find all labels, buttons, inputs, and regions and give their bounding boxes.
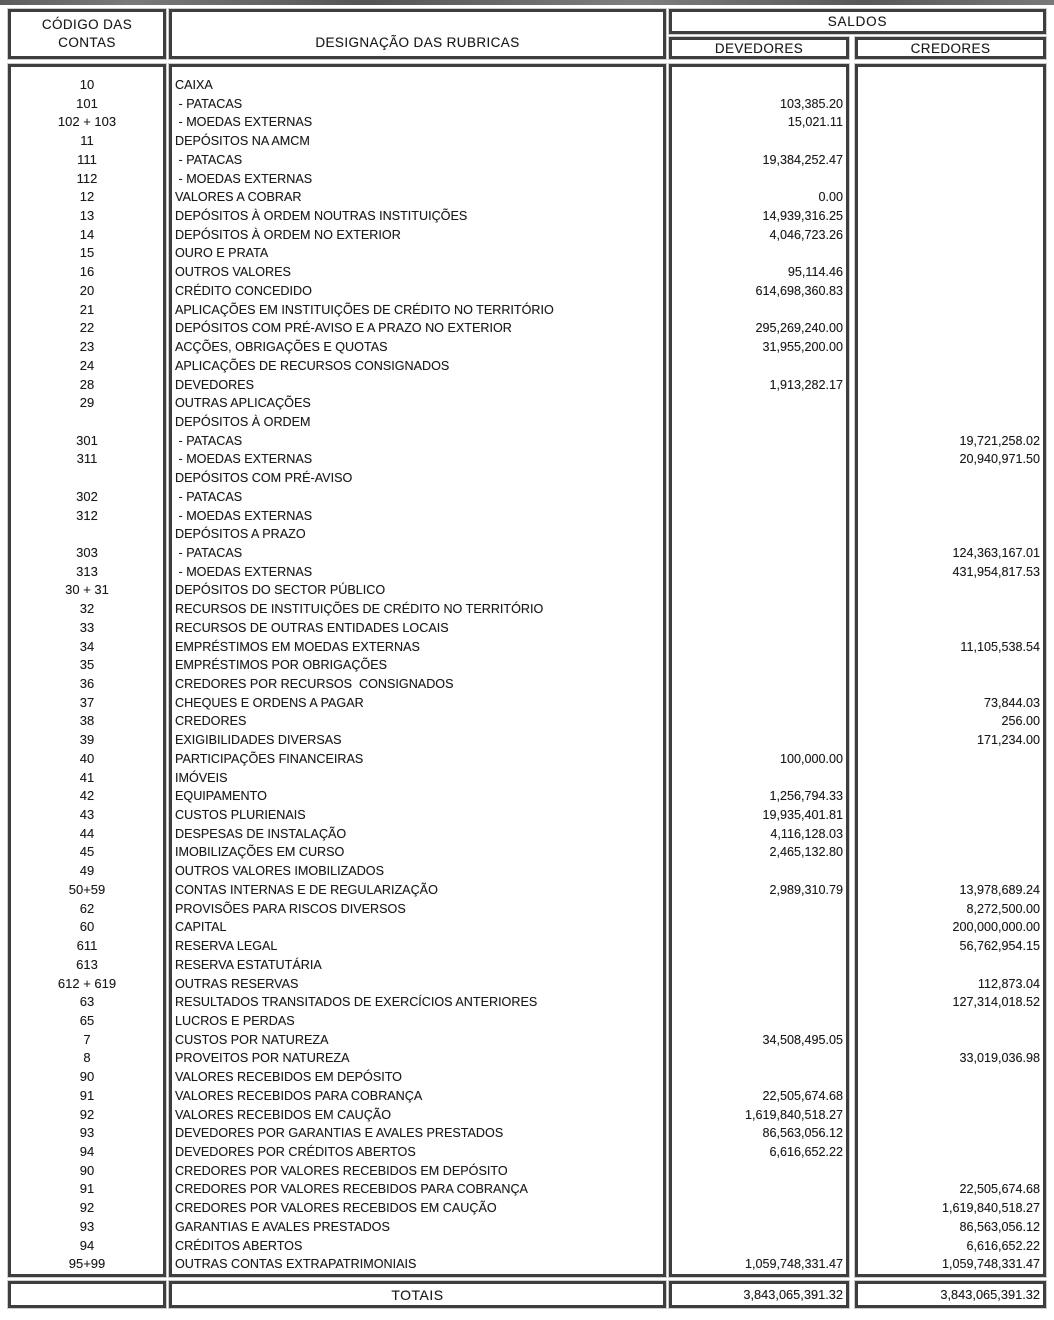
account-code [11,413,163,432]
account-code: 40 [79,750,95,766]
devedores-value: 4,116,128.03 [770,826,843,841]
devedores-value [672,769,846,788]
account-code: 45 [79,844,95,860]
devedores-value: 1,913,282.17 [769,377,843,392]
account-code: 28 [79,376,95,392]
account-code: 22 [79,320,95,336]
account-code: 44 [79,825,95,841]
devedores-value [672,394,846,413]
account-label: DEPÓSITOS A PRAZO [175,527,306,542]
designation-column-rows [172,67,663,1274]
credores-value [858,843,1043,862]
account-code: 101 [76,95,98,111]
credores-value: 13,978,689.24 [959,882,1040,897]
account-label: - PATACAS [175,433,243,448]
devedores-value [672,975,846,994]
devedores-value: 1,619,840,518.27 [744,1107,843,1122]
account-code: 30 + 31 [65,582,109,598]
credores-value [858,806,1043,825]
account-code: 34 [79,638,95,654]
credores-value [858,170,1043,189]
devedores-value [672,488,846,507]
devedores-value [672,918,846,937]
account-label: APLICAÇÕES DE RECURSOS CONSIGNADOS [175,358,450,373]
credores-value [858,507,1043,526]
account-code: 95+99 [68,1256,106,1272]
account-code: 12 [79,189,95,205]
account-label: VALORES A COBRAR [175,190,302,205]
devedores-value: 2,989,310.79 [769,882,843,897]
devedores-value [672,619,846,638]
devedores-value [672,450,846,469]
account-label: DESPESAS DE INSTALAÇÃO [175,826,347,841]
credores-value [858,319,1043,338]
account-label: IMÓVEIS [175,770,228,785]
devedores-value [672,694,846,713]
devedores-value [672,507,846,526]
account-label: VALORES RECEBIDOS EM CAUÇÃO [175,1107,392,1122]
account-label: RESERVA LEGAL [175,939,278,954]
account-label: RECURSOS DE OUTRAS ENTIDADES LOCAIS [175,620,449,635]
account-code: 37 [79,694,95,710]
account-label: IMOBILIZAÇÕES EM CURSO [175,845,345,860]
credores-value [858,581,1043,600]
credores-value [858,1068,1043,1087]
account-code: 29 [79,395,95,411]
devedores-value: 19,935,401.81 [762,808,843,823]
account-code: 90 [79,1069,95,1085]
account-label: - PATACAS [175,96,243,111]
credores-value: 22,505,674.68 [959,1182,1040,1197]
account-label: - MOEDAS EXTERNAS [175,171,313,186]
credores-header-label: CREDORES [910,40,991,56]
account-code [11,469,163,488]
credores-value [858,469,1043,488]
devedores-value [672,1199,846,1218]
account-code: 11 [80,133,94,149]
credores-value [858,132,1043,151]
account-label: - MOEDAS EXTERNAS [175,564,313,579]
account-label: CREDORES [175,714,247,729]
account-code: 111 [77,151,97,167]
credores-value [858,1106,1043,1125]
credores-value [858,113,1043,132]
devedores-value: 2,465,132.80 [769,845,843,860]
credores-value: 19,721,258.02 [959,433,1040,448]
account-code: 42 [79,788,95,804]
devedores-value [672,301,846,320]
devedores-value [672,469,846,488]
credores-value [858,1162,1043,1181]
account-label: OUTRAS RESERVAS [175,976,299,991]
credores-value: 256.00 [1001,714,1040,729]
credores-value [858,675,1043,694]
devedores-value: 19,384,252.47 [762,152,843,167]
devedores-value [672,76,846,95]
account-code: 92 [79,1106,95,1122]
devedores-value: 295,269,240.00 [755,321,843,336]
account-label: CAIXA [175,78,213,92]
account-code: 15 [79,245,95,261]
account-label: EMPRÉSTIMOS POR OBRIGAÇÕES [175,658,388,673]
credores-value [858,1012,1043,1031]
account-label: CHEQUES E ORDENS A PAGAR [175,695,364,710]
devedores-value: 4,046,723.26 [769,227,843,242]
devedores-value [672,357,846,376]
account-code: 90 [79,1162,95,1178]
account-code: 49 [79,863,95,879]
totals-credores-value: 3,843,065,391.32 [940,1287,1040,1302]
account-code: 613 [76,956,98,972]
devedores-value [672,900,846,919]
account-code: 24 [79,357,95,373]
devedores-value [672,862,846,881]
devedores-value [672,244,846,263]
code-column-header [8,9,166,59]
credores-value [858,750,1043,769]
account-label: CUSTOS PLURIENAIS [175,808,306,823]
account-code: 38 [79,713,95,729]
devedores-value [672,731,846,750]
credores-value: 431,954,817.53 [952,564,1040,579]
devedores-value: 1,256,794.33 [769,789,843,804]
devedores-value [672,132,846,151]
credores-value: 127,314,018.52 [952,995,1040,1010]
credores-value: 73,844.03 [983,695,1040,710]
devedores-value [672,956,846,975]
code-column-rows [11,67,163,1274]
account-label: OURO E PRATA [175,246,269,261]
devedores-value [672,1068,846,1087]
devedores-column-rows [672,67,846,1274]
credores-value: 86,563,056.12 [959,1219,1040,1234]
credores-value: 112,873.04 [977,976,1040,991]
credores-value [858,413,1043,432]
credores-column [855,64,1046,1277]
credores-value: 6,616,652.22 [966,1238,1040,1253]
account-code: 65 [79,1012,95,1028]
devedores-value [672,1237,846,1256]
saldos-header-label: SALDOS [827,14,888,29]
account-code: 612 + 619 [57,975,117,991]
account-code: 8 [83,1050,91,1066]
devedores-value [672,1218,846,1237]
devedores-value: 22,505,674.68 [762,1088,843,1103]
totals-label: TOTAIS [391,1286,444,1303]
account-label: DEPÓSITOS À ORDEM NO EXTERIOR [175,227,401,242]
credores-value [858,619,1043,638]
devedores-value [672,993,846,1012]
designation-header-label: DESIGNAÇÃO DAS RUBRICAS [315,35,520,50]
account-label: ACÇÕES, OBRIGAÇÕES E QUOTAS [175,340,388,355]
account-code: 7 [83,1031,91,1047]
saldos-header [669,9,1046,34]
account-code: 39 [79,732,95,748]
account-code: 36 [79,676,95,691]
credores-value: 124,363,167.01 [952,545,1040,560]
credores-value [858,301,1043,320]
devedores-value [672,712,846,731]
account-label: OUTRAS CONTAS EXTRAPATRIMONIAIS [175,1257,417,1272]
account-label: CAPITAL [175,920,227,935]
credores-value [858,1143,1043,1162]
devedores-value: 31,955,200.00 [762,340,843,355]
account-label: DEVEDORES POR GARANTIAS E AVALES PRESTADOS [175,1126,504,1141]
account-code: 62 [79,900,95,916]
devedores-value: 6,616,652.22 [769,1144,843,1159]
account-label: DEPÓSITOS COM PRÉ-AVISO E A PRAZO NO EXTERIOR [175,321,512,336]
account-label: - PATACAS [175,152,243,167]
totals-devedores-value: 3,843,065,391.32 [743,1287,843,1302]
account-code: 41 [79,769,95,785]
account-label: OUTROS VALORES IMOBILIZADOS [175,864,385,879]
code-header-line1: CÓDIGO DAS [41,17,133,32]
credores-value [858,787,1043,806]
account-label: CRÉDITO CONCEDIDO [175,283,312,298]
account-code: 302 [76,488,98,504]
account-code: 92 [79,1200,95,1216]
account-code: 50+59 [68,881,106,897]
account-label: EQUIPAMENTO [175,789,267,804]
credores-value: 1,059,748,331.47 [941,1257,1040,1272]
account-label: DEPÓSITOS À ORDEM NOUTRAS INSTITUIÇÕES [175,209,468,224]
scan-edge-artifact [0,0,1054,5]
account-label: CREDORES POR VALORES RECEBIDOS EM DEPÓSITO [175,1163,508,1178]
credores-value [858,357,1043,376]
devedores-value [672,563,846,582]
credores-value [858,188,1043,207]
credores-value [858,244,1043,263]
designation-column [169,64,666,1277]
account-code: 301 [76,432,98,448]
credores-value: 8,272,500.00 [966,901,1040,916]
account-code: 312 [76,507,98,523]
account-code: 311 [76,451,98,467]
account-code: 10 [79,77,95,92]
devedores-header-label: DEVEDORES [714,40,804,56]
account-code: 313 [76,563,98,579]
account-code: 14 [79,226,95,242]
devedores-value [672,656,846,675]
devedores-value [672,600,846,619]
credores-value: 171,234.00 [976,733,1040,748]
account-code: 112 [76,170,98,186]
credores-value [858,338,1043,357]
credores-value [858,151,1043,170]
devedores-value [672,544,846,563]
account-code: 93 [79,1218,95,1234]
devedores-value [672,525,846,544]
account-code: 60 [79,919,95,935]
account-label: OUTROS VALORES [175,265,291,280]
devedores-value [672,937,846,956]
credores-value [858,956,1043,975]
account-label: RECURSOS DE INSTITUIÇÕES DE CRÉDITO NO TERRITÓRIO [175,602,544,617]
devedores-value: 1,059,748,331.47 [744,1257,843,1272]
devedores-value: 15,021.11 [787,115,843,130]
devedores-value: 86,563,056.12 [762,1126,843,1141]
credores-value [858,525,1043,544]
account-label: CUSTOS POR NATUREZA [175,1032,329,1047]
account-code: 93 [79,1125,95,1141]
devedores-value [672,170,846,189]
account-code: 13 [79,208,95,224]
account-label: PROVEITOS POR NATUREZA [175,1051,350,1066]
account-label: DEPÓSITOS DO SECTOR PÚBLICO [175,583,386,598]
account-label: - MOEDAS EXTERNAS [175,508,313,523]
totals-code-cell [8,1281,166,1308]
account-label: DEPÓSITOS À ORDEM [175,414,311,429]
totals-credores [855,1281,1046,1308]
credores-value [858,825,1043,844]
account-label: - PATACAS [175,545,243,560]
account-code: 63 [79,994,95,1010]
credores-column-header [855,37,1046,59]
devedores-value [672,432,846,451]
account-code [11,525,163,544]
account-code: 23 [79,339,95,355]
account-code: 91 [79,1087,95,1103]
credores-value [858,862,1043,881]
credores-value [858,263,1043,282]
account-label: LUCROS E PERDAS [175,1013,295,1028]
devedores-value [672,413,846,432]
totals-row-label [169,1281,666,1308]
account-label: CREDORES POR RECURSOS CONSIGNADOS [175,677,454,691]
credores-value [858,76,1043,95]
account-label: CONTAS INTERNAS E DE REGULARIZAÇÃO [175,882,438,897]
devedores-value: 103,385.20 [779,96,843,111]
account-code: 16 [79,264,95,280]
credores-value [858,488,1043,507]
credores-value: 33,019,036.98 [959,1051,1040,1066]
account-code: 94 [79,1237,95,1253]
account-label: VALORES RECEBIDOS EM DEPÓSITO [175,1070,402,1085]
devedores-value [672,1012,846,1031]
credores-value [858,1124,1043,1143]
account-label: - MOEDAS EXTERNAS [175,452,313,467]
devedores-value [672,638,846,657]
credores-value [858,600,1043,619]
credores-column-rows [858,67,1043,1274]
code-header-line2: CONTAS [58,35,116,50]
credores-value: 200,000,000.00 [952,920,1040,935]
totals-devedores [669,1281,849,1308]
account-code: 303 [76,544,98,560]
devedores-value: 100,000.00 [779,751,843,766]
credores-value [858,394,1043,413]
devedores-value: 0.00 [818,190,843,205]
account-code: 33 [79,619,95,635]
account-label: DEPÓSITOS COM PRÉ-AVISO [175,471,353,486]
credores-value [858,95,1043,114]
account-code: 35 [79,657,95,673]
devedores-value [672,675,846,694]
account-label: EXIGIBILIDADES DIVERSAS [175,733,342,748]
account-label: PARTICIPAÇÕES FINANCEIRAS [175,751,364,766]
account-label: PROVISÕES PARA RISCOS DIVERSOS [175,901,406,916]
credores-value [858,769,1043,788]
account-label: CREDORES POR VALORES RECEBIDOS EM CAUÇÃO [175,1201,497,1216]
account-label: CRÉDITOS ABERTOS [175,1238,303,1253]
account-code: 91 [79,1181,95,1197]
account-code: 611 [76,938,98,954]
devedores-value: 614,698,360.83 [755,283,843,298]
account-label: RESULTADOS TRANSITADOS DE EXERCÍCIOS ANTERIORES [175,995,538,1010]
credores-value: 1,619,840,518.27 [941,1201,1040,1216]
account-label: GARANTIAS E AVALES PRESTADOS [175,1219,390,1234]
credores-value [858,1031,1043,1050]
devedores-value [672,1180,846,1199]
account-label: CREDORES POR VALORES RECEBIDOS PARA COBRANÇA [175,1182,528,1197]
account-label: EMPRÉSTIMOS EM MOEDAS EXTERNAS [175,639,420,654]
account-code: 102 + 103 [57,114,117,130]
account-label: - PATACAS [175,489,243,504]
devedores-value: 14,939,316.25 [762,209,843,224]
devedores-column-header [669,37,849,59]
account-label: DEPÓSITOS NA AMCM [175,134,310,149]
credores-value [858,226,1043,245]
devedores-value [672,1162,846,1181]
credores-value [858,1087,1043,1106]
credores-value: 11,105,538.54 [960,639,1040,654]
credores-value [858,656,1043,675]
account-label: APLICAÇÕES EM INSTITUIÇÕES DE CRÉDITO NO TERRITÓRIO [175,302,554,317]
designation-column-header [169,9,666,59]
account-label: DEVEDORES [175,377,255,392]
account-code: 43 [79,807,95,823]
devedores-value [672,581,846,600]
credores-value: 56,762,954.15 [959,939,1040,954]
credores-value: 20,940,971.50 [959,452,1040,467]
devedores-column [669,64,849,1277]
account-code: 21 [79,301,95,317]
devedores-value: 95,114.46 [787,265,843,280]
account-label: RESERVA ESTATUTÁRIA [175,957,322,972]
account-code: 20 [79,282,95,298]
account-label: - MOEDAS EXTERNAS [175,115,313,130]
code-column [8,64,166,1277]
credores-value [858,207,1043,226]
account-label: DEVEDORES POR CRÉDITOS ABERTOS [175,1144,416,1159]
credores-value [858,282,1043,301]
account-code: 94 [79,1143,95,1159]
credores-value [858,376,1043,395]
devedores-value [672,1049,846,1068]
account-label: OUTRAS APLICAÇÕES [175,396,311,411]
devedores-value: 34,508,495.05 [762,1032,843,1047]
account-code: 32 [79,601,95,617]
account-label: VALORES RECEBIDOS PARA COBRANÇA [175,1088,423,1103]
